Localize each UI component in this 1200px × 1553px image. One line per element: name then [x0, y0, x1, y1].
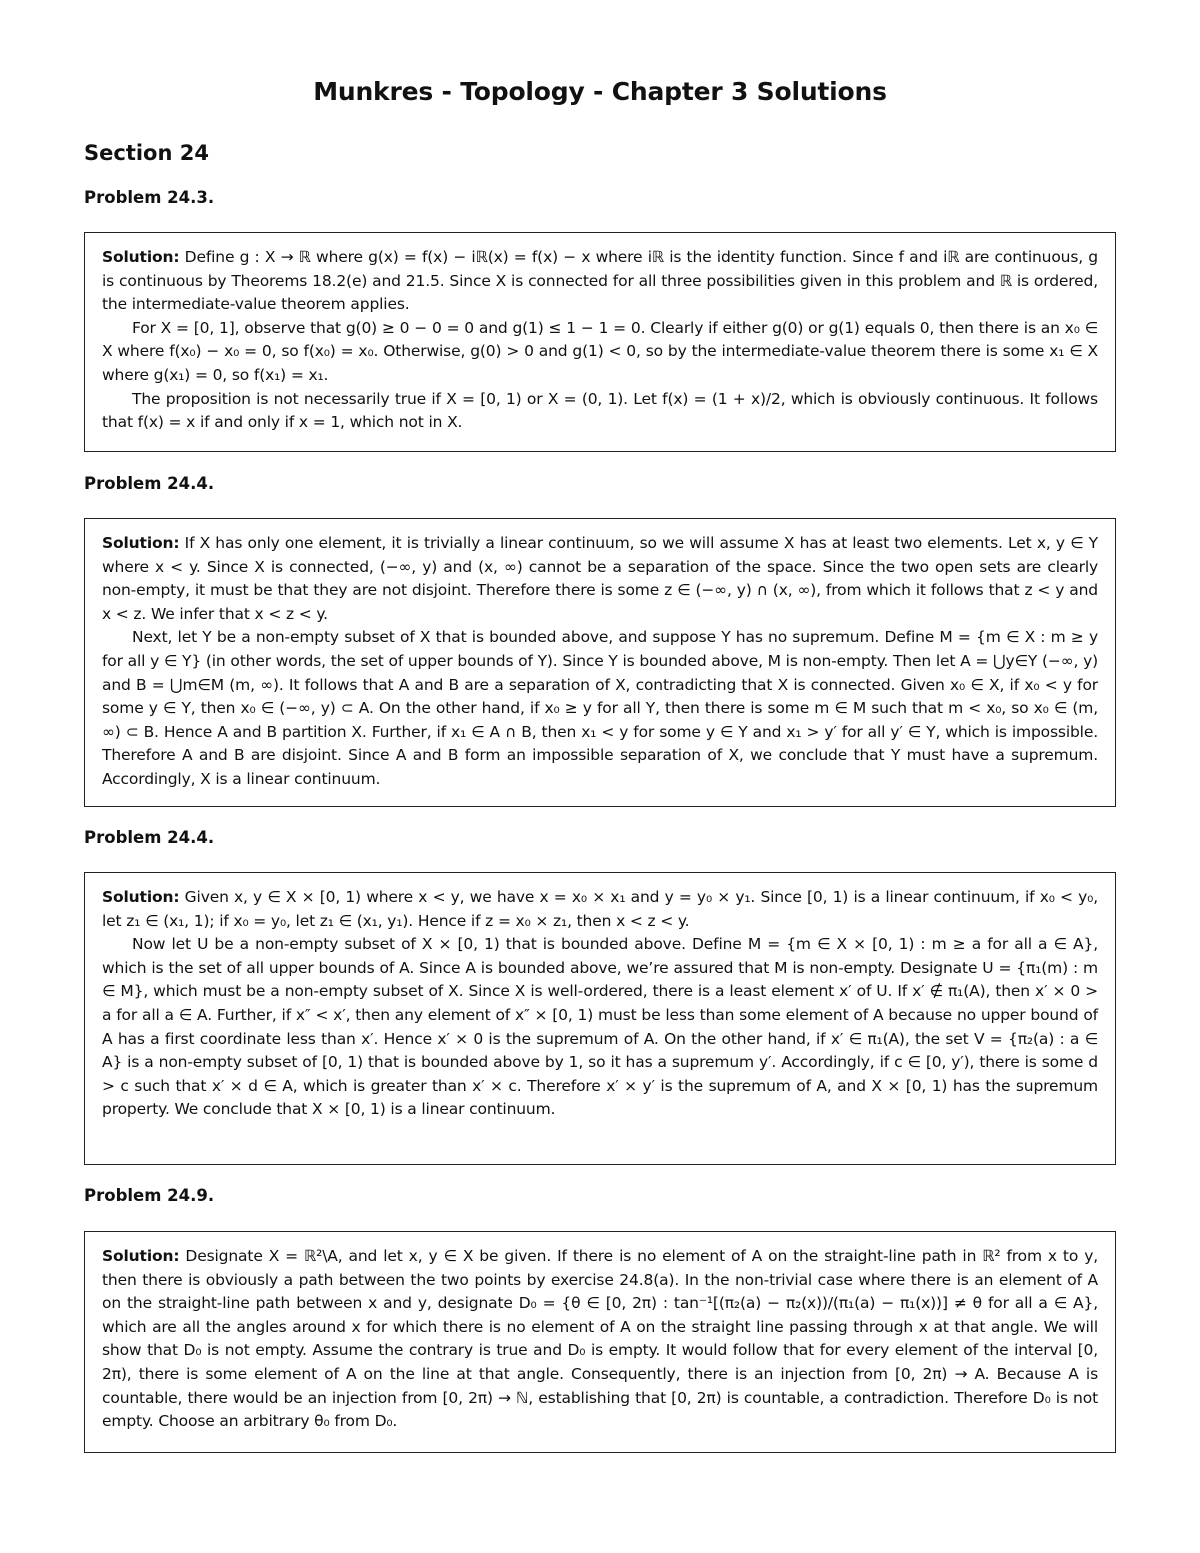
- solution-paragraph: [102, 886, 1098, 933]
- solution-box: [84, 1231, 1116, 1453]
- solution-paragraph: [102, 532, 1098, 626]
- solution-paragraph: The proposition is not necessarily true if X = [0, 1) or X = (0, 1). Let f(x) = (1 + x)/2, which is obviously continuous. It follows that f(x) = x if and only if x = 1, which not in X.: [102, 389, 1098, 432]
- solution-paragraph: [102, 1245, 1098, 1434]
- problem-heading: Problem 24.4.: [84, 828, 215, 847]
- solution-paragraph: Now let U be a non-empty subset of X × [0, 1) that is bounded above. Define M = {m ∈ X × [0, 1) : m ≥ a for all a ∈ A}, which is the set of all upper bounds of A. Since A is bounded above, we’re assured that M is non-empty. Designate U = {π₁(m) : m ∈ M}, which must be a non-empty subset of X. Since X is well-ordered, there is a least element x′ of U. If x′ ∉ π₁(A), then x′ × 0 > a for all a ∈ A. Further, if x″ < x′, then any element of x″ × [0, 1) must be less than some element of A because no upper bound of A has a first coordinate less than x′. Hence x′ × 0 is the supremum of A. On the other hand, if x′ ∈ π₁(A), the set V = {π₂(a) : a ∈ A} is a non-empty subset of [0, 1) that is bounded above by 1, so it has a supremum y′. Accordingly, if c ∈ [0, y′), there is some d > c such that x′ × d ∈ A, which is greater than x′ × c. Therefore x′ × y′ is the supremum of A, and X × [0, 1) has the supremum property. We conclude that X × [0, 1) is a linear continuum.: [102, 935, 1098, 1119]
- paragraph-text: Designate X = ℝ²\A, and let x, y ∈ X be given. If there is no element of A on the straight-line path in ℝ² from x to y, then there is obviously a path between the two points by exercise 24.8(a). In the non-trivial case where there is an element of A on the straight-line path between x and y, designate D₀ = {θ ∈ [0, 2π) : tan⁻¹[(π₂(a) − π₂(x))/(π₁(a) − π₁(x))] ≠ θ for all a ∈ A}, which are all the angles around x for which there is no element of A on the straight line passing through x at that angle. We will show that D₀ is not empty. Assume the contrary is true and D₀ is empty. It would follow that for every element of the interval [0, 2π), there is some element of A on the line at that angle. Consequently, there is an injection from [0, 2π) → A. Because A is countable, there would be an injection from [0, 2π) → ℕ, establishing that [0, 2π) is countable, a contradiction. Therefore D₀ is not empty. Choose an arbitrary θ₀ from D₀.: [102, 1247, 1098, 1431]
- solution-paragraph: For X = [0, 1], observe that g(0) ≥ 0 − 0 = 0 and g(1) ≤ 1 − 1 = 0. Clearly if either g(0) or g(1) equals 0, then there is an x₀ ∈ X where f(x₀) − x₀ = 0, so f(x₀) = x₀. Otherwise, g(0) > 0 and g(1) < 0, so by the intermediate-value theorem there is some x₁ ∈ X where g(x₁) = 0, so f(x₁) = x₁.: [102, 318, 1098, 384]
- solution-box: [84, 518, 1116, 807]
- solution-label: Solution:: [102, 248, 180, 266]
- paragraph-text: If X has only one element, it is trivially a linear continuum, so we will assume X has at least two elements. Let x, y ∈ Y where x < y. Since X is connected, (−∞, y) and (x, ∞) cannot be a separation of the space. Since the two open sets are clearly non-empty, it must be that they are not disjoint. Therefore there is some z ∈ (−∞, y) ∩ (x, ∞), from which it follows that z < y and x < z. We infer that x < z < y.: [102, 534, 1098, 623]
- solution-paragraph: [102, 246, 1098, 317]
- problem-heading: Problem 24.9.: [84, 1186, 215, 1205]
- solution-box: [84, 872, 1116, 1165]
- solution-box: [84, 232, 1116, 452]
- paragraph-text: Given x, y ∈ X × [0, 1) where x < y, we have x = x₀ × x₁ and y = y₀ × y₁. Since [0, 1) is a linear continuum, if x₀ < y₀, let z₁ ∈ (x₁, 1); if x₀ = y₀, let z₁ ∈ (x₁, y₁). Hence if z = x₀ × z₁, then x < z < y.: [102, 888, 1098, 930]
- problem-heading: Problem 24.4.: [84, 474, 215, 493]
- paragraph-text: Define g : X → ℝ where g(x) = f(x) − iℝ(x) = f(x) − x where iℝ is the identity function. Since f and iℝ are continuous, g is continuous by Theorems 18.2(e) and 21.5. Since X is connected for all three possibilities given in this problem and ℝ is ordered, the intermediate-value theorem applies.: [102, 248, 1098, 314]
- solution-label: Solution:: [102, 534, 180, 552]
- page-title: Munkres - Topology - Chapter 3 Solutions: [313, 77, 887, 106]
- problem-heading: Problem 24.3.: [84, 188, 215, 207]
- solution-label: Solution:: [102, 888, 180, 906]
- solution-label: Solution:: [102, 1247, 180, 1265]
- section-heading: Section 24: [84, 141, 209, 165]
- solution-paragraph: Next, let Y be a non-empty subset of X that is bounded above, and suppose Y has no supremum. Define M = {m ∈ X : m ≥ y for all y ∈ Y} (in other words, the set of upper bounds of Y). Since Y is bounded above, M is non-empty. Then let A = ⋃y∈Y (−∞, y) and B = ⋃m∈M (m, ∞). It follows that A and B are a separation of X, contradicting that X is connected. Given x₀ ∈ X, if x₀ < y for some y ∈ Y, then x₀ ∈ (−∞, y) ⊂ A. On the other hand, if x₀ ≥ y for all Y, then there is some m ∈ M such that m < x₀, so x₀ ∈ (m, ∞) ⊂ B. Hence A and B partition X. Further, if x₁ ∈ A ∩ B, then x₁ < y for some y ∈ Y and x₁ > y′ for all y′ ∈ Y, which is impossible. Therefore A and B are disjoint. Since A and B form an impossible separation of X, we conclude that Y must have a supremum. Accordingly, X is a linear continuum.: [102, 628, 1098, 788]
